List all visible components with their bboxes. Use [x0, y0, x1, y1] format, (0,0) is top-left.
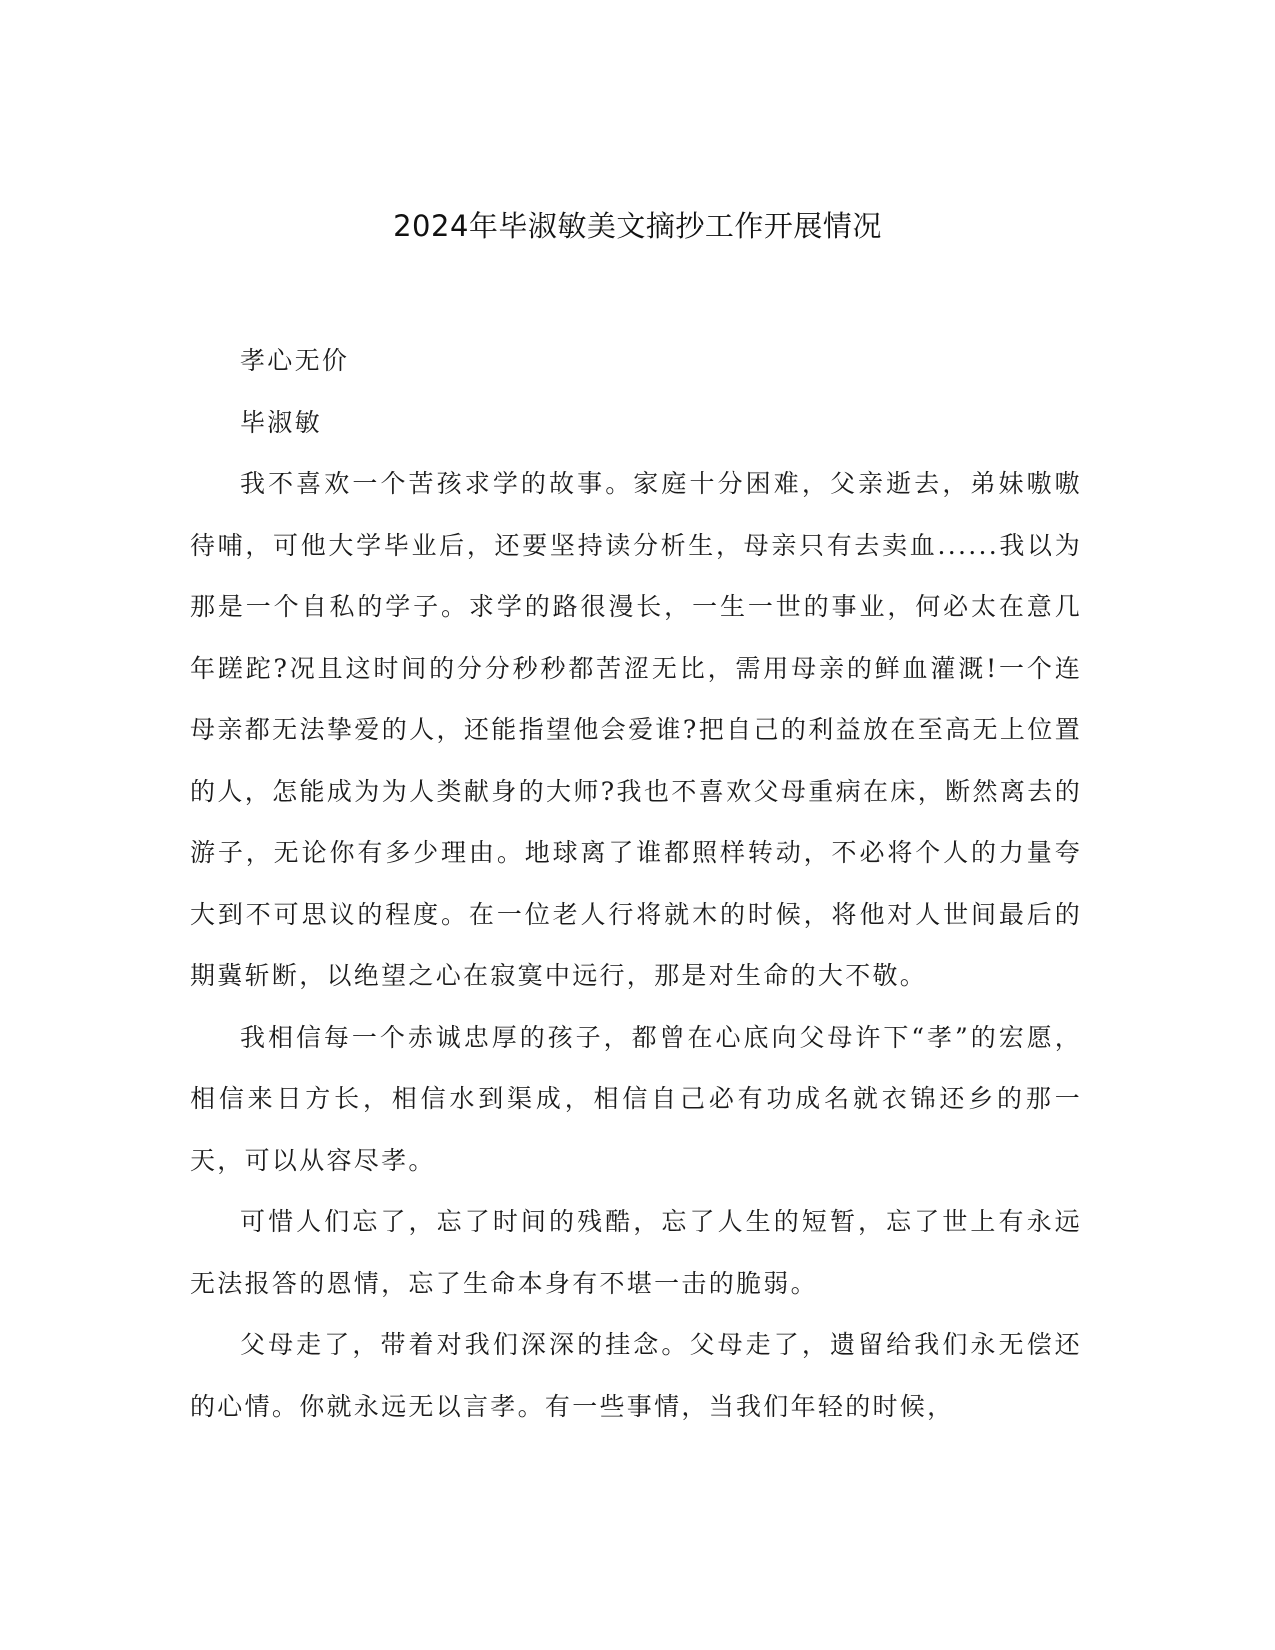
- article-title: 孝心无价: [240, 346, 350, 375]
- paragraph-4: 父母走了，带着对我们深深的挂念。父母走了，遗留给我们永无偿还的心情。你就永远无以言孝。有一些事情，当我们年轻的时候，: [190, 1330, 1082, 1421]
- paragraph-2: 我相信每一个赤诚忠厚的孩子，都曾在心底向父母许下“孝”的宏愿，相信来日方长，相信水到渠成，相信自己必有功成名就衣锦还乡的那一天，可以从容尽孝。: [190, 1022, 1082, 1175]
- paragraph-3: 可惜人们忘了，忘了时间的残酷，忘了人生的短暂，忘了世上有永远无法报答的恩情，忘了生命本身有不堪一击的脆弱。: [190, 1207, 1082, 1298]
- document-title: 2024年毕淑敏美文摘抄工作开展情况: [393, 209, 882, 243]
- author-name: 毕淑敏: [240, 407, 322, 437]
- paragraph-1: 我不喜欢一个苦孩求学的故事。家庭十分困难，父亲逝去，弟妹嗷嗷待哺，可他大学毕业后，还要坚持读分析生，母亲只有去卖血......我以为那是一个自私的学子。求学的路很漫长，一生一世的事业，何必太在意几年蹉跎?况且这时间的分分秒秒都苦涩无比，需用母亲的鲜血灌溉!一个连母亲都无法挚爱的人，还能指望他会爱谁?把自己的利益放在至高无上位置的人，怎能成为为人类献身的大师?我也不喜欢父母重病在床，断然离去的游子，无论你有多少理由。地球离了谁都照样转动，不必将个人的力量夸大到不可思议的程度。在一位老人行将就木的时候，将他对人世间最后的期冀斩断，以绝望之心在寂寞中远行，那是对生命的大不敬。: [190, 469, 1082, 990]
- document-body: [190, 330, 1082, 1437]
